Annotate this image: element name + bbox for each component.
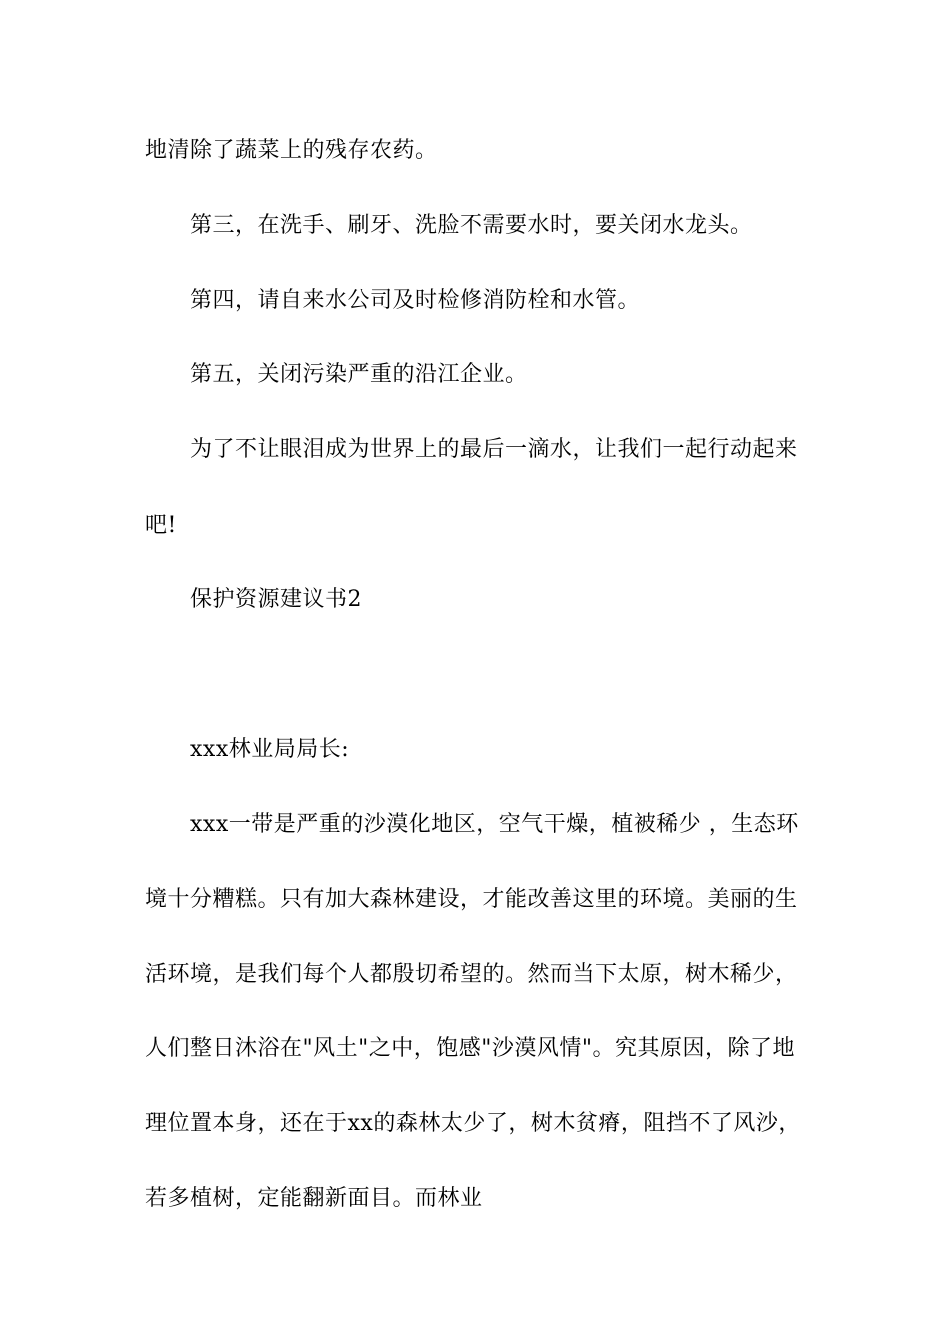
section-title: 保护资源建议书2 [190,587,362,612]
paragraph-line: xxx一带是严重的沙漠化地区，空气干燥，植被稀少 ，生态环 [190,812,799,837]
paragraph-line: 第五，关闭污染严重的沿江企业。 [190,362,528,387]
paragraph-line: 理位置本身，还在于xx的森林太少了，树木贫瘠，阻挡不了风沙， [145,1111,801,1136]
paragraph-line: 若多植树，定能翻新面目。而林业 [145,1186,483,1211]
paragraph-line: 境十分糟糕。只有加大森林建设，才能改善这里的环境。美丽的生 [145,887,798,912]
paragraph-line: 吧! [145,513,177,538]
paragraph-line: 第三，在洗手、刷牙、洗脸不需要水时，要关闭水龙头。 [190,213,753,238]
paragraph-line: 为了不让眼泪成为世界上的最后一滴水，让我们一起行动起来 [190,437,798,462]
paragraph-line: 人们整日沐浴在"风土"之中，饱感"沙漠风情"。究其原因，除了地 [145,1036,795,1061]
paragraph-line: 活环境，是我们每个人都殷切希望的。然而当下太原，树木稀少， [145,962,798,987]
paragraph-line: 第四，请自来水公司及时检修消防栓和水管。 [190,288,641,313]
salutation: xxx林业局局长: [190,737,350,762]
paragraph-line: 地清除了蔬菜上的残存农药。 [145,138,438,163]
